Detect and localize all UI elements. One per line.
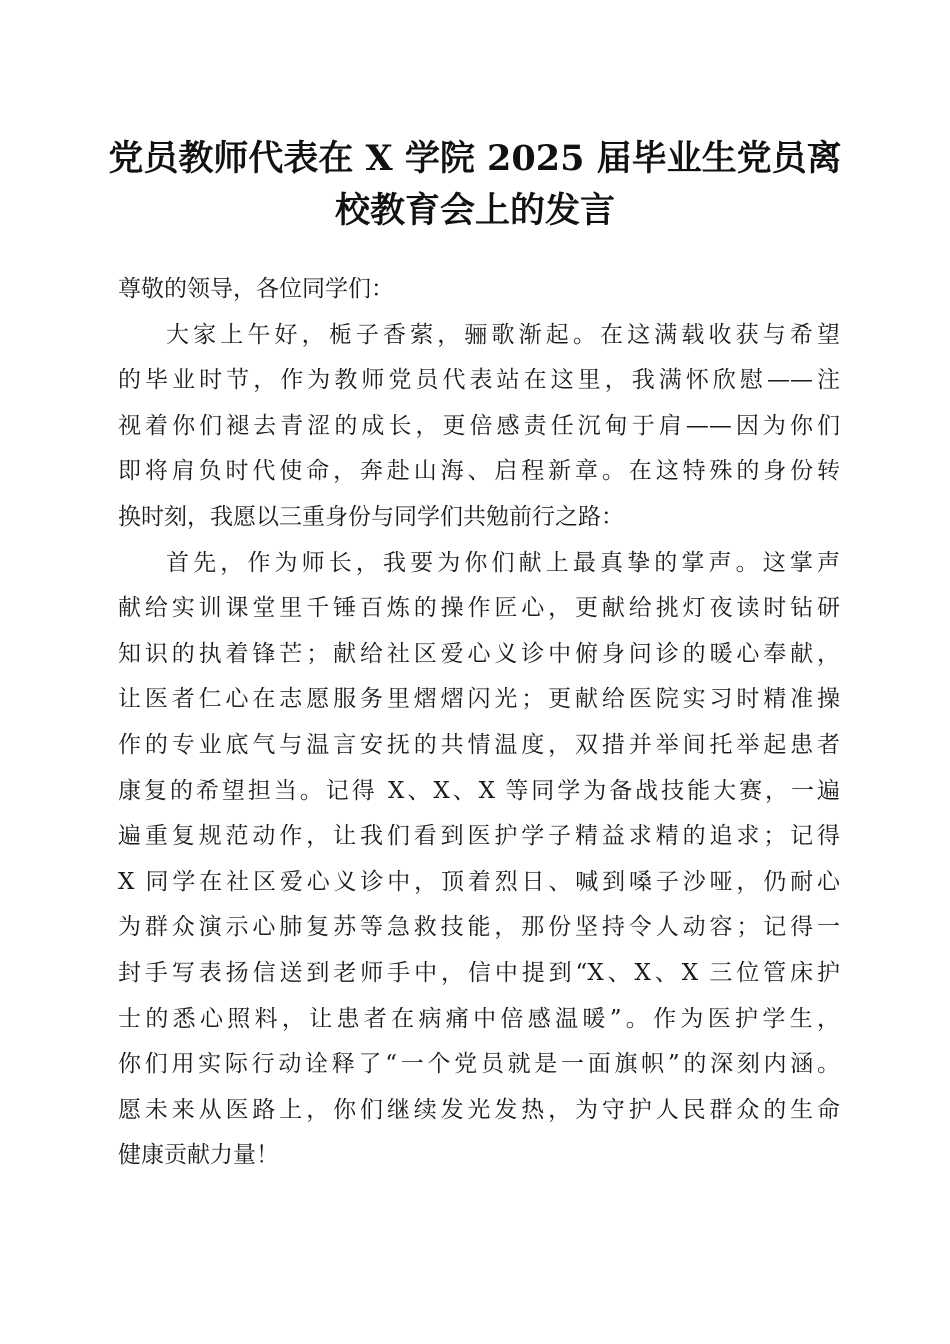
- paragraph-line: 的毕业时节，作为教师党员代表站在这里，我满怀欣慰——注: [118, 367, 840, 394]
- document-title: [100, 133, 850, 237]
- paragraph-line: 即将肩负时代使命，奔赴山海、启程新章。在这特殊的身份转: [118, 458, 840, 485]
- paragraph-mentor: [118, 541, 840, 1179]
- paragraph-line: 愿未来从医路上，你们继续发光发热，为守护人民群众的生命: [118, 1096, 840, 1123]
- paragraph-line: 为群众演示心肺复苏等急救技能，那份坚持令人动容；记得一: [118, 914, 840, 941]
- title-line: 校教育会上的发言: [334, 190, 615, 231]
- paragraph-line: 封手写表扬信送到老师手中，信中提到“X、X、X 三位管床护: [118, 959, 840, 986]
- paragraph-line: 士的悉心照料，让患者在病痛中倍感温暖”。作为医护学生，: [118, 1005, 840, 1032]
- paragraph-line: 视着你们褪去青涩的成长，更倍感责任沉甸于肩——因为你们: [118, 412, 840, 439]
- paragraph-line: 首先，作为师长，我要为你们献上最真挚的掌声。这掌声: [166, 549, 840, 576]
- paragraph-line: 换时刻，我愿以三重身份与同学们共勉前行之路：: [118, 503, 624, 530]
- paragraph-line: 让医者仁心在志愿服务里熠熠闪光；更献给医院实习时精准操: [118, 686, 840, 713]
- paragraph-line: 知识的执着锋芒；献给社区爱心义诊中俯身问诊的暖心奉献，: [118, 640, 840, 667]
- paragraph-line: 你们用实际行动诠释了“一个党员就是一面旗帜”的深刻内涵。: [118, 1051, 840, 1078]
- paragraph-line: 康复的希望担当。记得 X、X、X 等同学为备战技能大赛，一遍: [118, 777, 840, 804]
- document-body: [118, 267, 840, 1179]
- paragraph-line: X 同学在社区爱心义诊中，顶着烈日、喊到嗓子沙哑，仍耐心: [118, 868, 840, 895]
- salutation: 尊敬的领导，各位同学们：: [118, 276, 394, 302]
- paragraph-line: 健康贡献力量！: [118, 1142, 279, 1169]
- title-line: 党员教师代表在 X 学院 2025 届毕业生党员离: [108, 138, 842, 179]
- paragraph-line: 作的专业底气与温言安抚的共情温度，双措并举间托举起患者: [118, 731, 840, 758]
- paragraph-line: 大家上午好，栀子香萦，骊歌渐起。在这满载收获与希望: [166, 321, 840, 348]
- paragraph-line: 遍重复规范动作，让我们看到医护学子精益求精的追求；记得: [118, 823, 840, 850]
- paragraph-greeting: [118, 313, 840, 541]
- paragraph-line: 献给实训课堂里千锤百炼的操作匠心，更献给挑灯夜读时钻研: [118, 595, 840, 622]
